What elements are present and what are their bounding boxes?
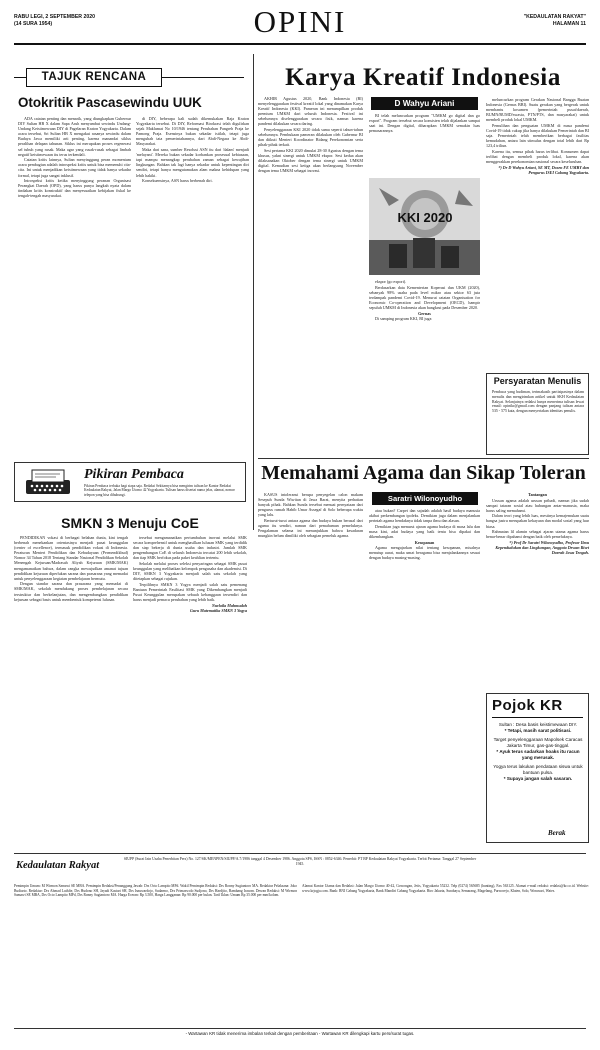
header-rule — [14, 43, 586, 45]
paragraph: Sekolah melalui proses seleksi penyaringan sebagai SMK pusat keunggulan yang melibatkan kelompok pengusaha dan akademisi. Di DIY, SMKN 3 Yogyakarta menjadi salah satu sekolah yang ditetapkan sebagai rujukan. — [133, 560, 247, 582]
article-column-1 — [258, 96, 363, 174]
pikiran-pembaca-info: Pikiran Pembaca terbuka bagi siapa saja. Redaksi Sekitarnya bisa mengirim tulisan ke Kantor Redaksi Kedaulatan Rakyat, Jalan Margo Utomo 42 Yogyakarta. Tulisan harus disertai nama jelas, alamat, nomor telepon yang bisa dihubungi. — [84, 484, 235, 497]
persyaratan-text: Pembaca yang budiman, terimakasih partisipasinya dalam menulis dan mengirimkan artikel untuk SKH Kedaulatan Rakyat. Selanjutnya redaksi hanya menerima tulisan lewat email: opinikr@gmail.com dengan panjang tulisan antara 535 - 575 kata, dengan menyertakan identitas penulis. — [492, 390, 584, 414]
paragraph: di DIY, beberapa kali sudah dikemukakan Raja Kraton Yogyakarta tersebut. Di DIY, Reformasi Birokrasi telah digulirkan sejak Maklumat No 10/1946 tentang Perubahan Pangreh Praja ke Pamong Praja. Esensinya bukan sekadar istilah, tetapi juga mengubah tata pemerintahannya, dari Abdi-Negara ke Abdi-Masyarakat. — [136, 116, 249, 147]
pojok-signature: Berak — [548, 829, 566, 837]
paragraph: Agama mengajarkan nilai tentang kesopanan, misalnya menutup aurat, maka umat beragama bisa menjalankannya sesuai dengan budaya masing-masing. — [369, 545, 480, 561]
section-title: OPINI — [253, 4, 347, 39]
pikiran-pembaca-label: Pikiran Pembaca — [84, 467, 184, 482]
letter-column-1 — [14, 535, 128, 602]
paragraph: BI telah meluncurkan program "UMKM go digital dan go export". Program tersebut secara konsisten telah dijalankan sampai saat ini. Dengan digital, diharapkan UMKM semakin luas pemasarannya. — [369, 113, 480, 134]
paragraph: Catatan kritis lainnya, Sultan menyinggung peran momentum acara pembagian adalah introspeksi kritis untuk bisa memenuhi cita-cita. Ini untuk menjadikan keistimewaan yang tidak hanya sekadar formal, tetapi juga sangat inklusif. — [18, 157, 131, 178]
paragraph: atau bukan? Carpet dan sajadah adalah hasil budaya manusia akibat perkembangan ipoleks. Demikian juga dalam menjalankan perintah agama hendaknya tidak tanpa ilmu dan alasan. — [369, 508, 480, 524]
paragraph: Maka dari sana, sumber Resolusi ASN itu dari 'dalam' menjadi 'melayani'. Mereka bukan sekadar korbankan prosesual kebiasaan, tapi mampu menangkap perubahan zaman sebagai kewajiban lingkungan. Bahkan tak lagi hanya sekadar untuk kepentingan diri sendiri, tetapi hanya mengutamakan alam makna kehidupan yang lebih hakiki. — [136, 147, 249, 178]
pojok-rule — [492, 717, 583, 718]
newspaper-logo: Kedaulatan Rakyat — [16, 860, 100, 871]
article-headline: Memahami Agama dan Sikap Toleran — [261, 462, 586, 484]
page-number: HALAMAN 11 — [552, 21, 586, 27]
letter-signature-role: Guru Matematika SMKN 3 Yogya — [189, 607, 247, 613]
header-sura-line: (14 SURA 1954) — [14, 21, 53, 27]
subheading: Tantangan — [528, 492, 547, 497]
author-signature: *) Dr D Wahyu Ariani, SE MT, Dosen FE UMBY dan Pengurus ISEI Cabang Yogyakarta. — [498, 164, 589, 175]
paragraph: Dengan standar sarana dan prasarana yang memadai di SMK/MAK, sekolah mendukung proses pembelajaran secara terstruktur dan berkelanjutan, dan mengembangkan pendidikan kejuruan sebagai basis untuk membentuk kompetensi lulusan. — [14, 581, 128, 602]
image-caption: ekspor (go export). — [375, 279, 407, 284]
author-signature: *) Prof Dr Saratri Wilonoyudho, Profesor Ilmu Kependudukan dan Lingkungan, Anggota Dewan Riset Daerah Jawa Tengah. — [495, 539, 589, 556]
article-column-2 — [369, 113, 480, 134]
paragraph: Penyelenggaraan KKI 2020 tidak sama seperti tahun-tahun sebelumnya. Pembukaan pameran dilakukan oleh Gubernur BI dan diikuti Menteri Koordinator Bidang Perekonomian serta pihak-pihak terkait. — [258, 127, 363, 148]
paragraph: Introspeksi kritis ketika menyinggung peranan Organisasi Perangkat Daerah (OPD), yang harus punya langkah nyata dalam tindakan kritis konstruktif dan menyesuaikan kebijakan fiskal ke tengah-tengah masyarakat. — [18, 178, 131, 199]
paragraph: KASUS intoleransi berupa penyegelan calon makam Sesepuh Sunda Wiwitan di Jawa Barat, menyita perhatian banyak pihak. Bahkan Sunda tersebut menuai pernyataan dari pengurus rumah Habib Umar Assegaf di Solo beberapa waktu yang lalu. — [258, 492, 363, 518]
pojok-items — [492, 722, 584, 785]
kki-image-label: KKI 2020 — [397, 210, 453, 225]
letter-headline: SMKN 3 Menuju CoE — [61, 515, 199, 531]
paragraph: Sesi pertama KKI 2020 dimulai 28-30 Agustus dengan tema khusus, yakni sinergi untuk UMKM ekspor. Sesi kedua akan dilaksanakan Oktober dengan tema sinergi untuk UMKM digital. Kemudian sesi ketiga akan berlangsung November dengan tema UMKM sebagai inovasi. — [258, 147, 363, 174]
footer-notice: - Wartawan KR tidak menerima imbalan terkait dengan pemberitaan - Wartawan KR dilengkapi kartu pers/surat tugas. — [185, 1031, 415, 1036]
subheading: Kesopanan — [414, 539, 435, 545]
article-column-3 — [486, 492, 589, 556]
letter-signature-name: Nurlaila Mahmudah — [211, 602, 247, 608]
pojok-item: Sultan : Desa basis keistimewaan DIY. * Tetapi, masih sarat politisasi. — [498, 722, 578, 733]
paragraph: meluncurkan program Gerakan Nasional Bangga Buatan Indonesia (Gernas BBI). Suatu gerakan yang bergerak untuk membantu kosumen (pemerintah pusat/daerah, BUMN/BUMD/swasta, PTN/PTS, dan masyarakat) untuk membeli produk lokal UMKM. — [486, 97, 589, 123]
footer-rule — [14, 853, 586, 854]
paragraph: Rahmatan lil alamin sebagai ajaran utama agama harus benar-benar dipahami dengan baik oleh pemeluknya. — [486, 529, 589, 540]
pojok-item: Yogya terus lakukan pendataan siswa untuk bantuan pulsa. * Supaya jangan salah sasaran. — [493, 764, 583, 781]
paragraph: ADA catatan penting dan menarik, yang diungkapkan Gubernur DIY Sultan HB X dalam Sapa Aruh menyambut sewindu Undang-Undang Keistimewaan DIY di Pagelaran Kraton Yogyakarta. Dalam acara tersebut, Sri Sultan HB X mengakui rasanya sewindu dalam Budaya Jawa memiliki arti penting, karena manandai siklus peralihan delapan tahunan. Siklus ini merupakan proses regenerasi sel tubuh yang rusak. Maka agar yang rusak-rusak sebagai limbah negatif keistimewaan itu terus terkendali. — [18, 116, 131, 157]
tajuk-headline: Otokritik Pascasewindu UUK — [18, 95, 202, 110]
kki-illustration — [369, 178, 480, 275]
article-headline: Karya Kreatif Indonesia — [285, 64, 561, 91]
tajuk-label: TAJUK RENCANA — [26, 68, 162, 87]
section-rule — [258, 458, 589, 459]
footer-staff: Pemimpin Umum: M Wirmon Samawi SE MBA. Pemimpin Redaksi/Penanggung Jawab: Drs Octo Lampito MPd. Wakil Pemimpin Redaksi: Drs Ronny Sugiantoro MA. Redaktur Pelaksana: Joko Budiarto. Redaktur: Drs Ahmad Luthfie, Drs Hudono SH, Jayadi Kastari SH, Drs Isnuwardojo, Sudarmo, Drs Primaswolo Sudjono, Drs Hardjito, Bambang Irawan. Dewan Redaksi: M Wirmon Samawi SE MBA, Drs Octo Lampito MPd, Drs Ronny Sugiantoro MA. Harga Eceran: Rp 3.500, Harga Langganan: Rp 90.000 per bulan. Tarif Iklan: Umum Rp 35.000 per mm/kolom. — [14, 884, 297, 897]
paragraph: tersebut mengamanatkan pertumbuhan inovasi melalui SMK secara komprehensif untuk menghasilkan lulusan SMK yang terdidik dan siap bekerja di dunia usaha dan industri. Jumlah SMK pengembangan CoE di seluruh Indonesia tercatat 200 lebih sekolah, dan tiap SMK berfokus pada paket keahlian tertentu. — [133, 535, 247, 561]
pojok-title: Pojok KR — [492, 697, 563, 714]
author-byline: D Wahyu Ariani — [371, 97, 478, 110]
header-date-line: RABU LEGI, 2 SEPTEMBER 2020 — [14, 14, 96, 20]
pojok-item: Target penyelenggaraan Mapolsek Caracas Jakarta Timur, gas-gas-tinggal. * Ayuk terus sadarkan hoaks itu racun yang merusak. — [493, 737, 583, 760]
subheading: Gernas — [418, 310, 431, 316]
paragraph: Konsekuensinya, ASN harus berbenah diri. — [142, 178, 213, 184]
paragraph: Berdasarkan data Kementerian Koperasi dan UKM (2020), sebanyak 98% usaha pada level mikro atau sektor 63 juta terdampak pandemi Covid-19. Menurut catatan Organisation for Economic Co-operation and Development (OECD), hampir sepuluh UMKM di Indonesia akan bangkrut pada Desember 2020. — [369, 284, 480, 310]
column-divider — [253, 54, 254, 530]
footer-bottom-rule — [14, 1028, 586, 1029]
typewriter-icon — [20, 466, 76, 498]
paragraph: Di samping program KKI, BI juga — [375, 316, 432, 322]
publication-name: "KEDAULATAN RAKYAT" — [523, 14, 586, 20]
paragraph: Urusan agama adalah urusan pribadi, namun jika sudah sampai tataran sosial atau hubungan antar-manusia, maka harus saling memahami. — [486, 497, 589, 513]
paragraph: Pemulihan dan penguatan UMKM di masa pandemi Covid-19 tidak cukup jika hanya dilakukan Pemerintah dan BI saja. Pemerintah telah memberikan berbagai fasilitas kemudahan, antara lain stimulus dengan total lebih dari Rp 123,4 triliun. — [486, 122, 589, 149]
article-column-2-continued — [369, 279, 480, 322]
footer-siupp: SIUPP (Surat Izin Usaha Penerbitan Pers) No. 127/SK/MENPEN/SIUPP/A.7/1986 tanggal 4 Desember 1986. Anggota SPS, ISSN : 0852-6346. Penerbit: PT BP Kedaulatan Rakyat Yogyakarta. Terbit Pertama: Tanggal 27 September 1945. — [123, 857, 477, 866]
persyaratan-title: Persyaratan Menulis — [493, 376, 582, 386]
letter-column-2 — [133, 535, 247, 613]
article-column-2 — [369, 508, 480, 561]
author-byline: Saratri Wilonoyudho — [372, 492, 478, 505]
article-column-3 — [486, 97, 589, 175]
article-column-1 — [258, 492, 363, 539]
tajuk-column-2 — [136, 116, 249, 184]
paragraph: Terpilihnya SMKN 3 Yogya menjadi salah satu pemenang Bantuan Pemerintah Fasilitasi SMK yang Dikembangkan menjadi Pusat Keunggulan merupakan sebuah kebanggaan tersendiri dan harus menjadi pemacu perubahan yang lebih baik. — [133, 581, 247, 603]
paragraph: Demikian juga menurut ajaran agama budaya di masa lalu dan masa kini, adat budaya yang baik tentu bisa dipakai dan dikembangkan. — [369, 523, 480, 539]
paragraph: AKHIR Agustus 2020, Bank Indonesia (BI) menyelenggarakan festival kreatif lokal yang dinamakan Karya Kreatif Indonesia (KKI). Pameran ini menampilkan produk premium UMKM dari seluruh Indonesia. Festival ini sebelumnya diselenggarakan secara fisik, namun karena pandemi dilakukan secara daring. — [258, 96, 363, 127]
tajuk-column-1 — [18, 116, 131, 199]
footer-addresses: Alamat Kantor Utama dan Redaksi: Jalan Margo Utomo 40-42, Gowongan, Jetis, Yogyakarta 55232. Telp (0274) 565685 (hunting), Fax 563125. Alamat e-mail redaksi: redaksi@kr.co.id. Website: www.krjogja.com. Bank: BNI Cabang Yogyakarta, Bank Mandiri Cabang Yogyakarta. Biro Jakarta, Surabaya, Semarang, Magelang, Purworejo, Klaten, Solo, Wonosari, Wates. — [302, 884, 589, 893]
paragraph: Dalam teori yang lebih luas, mestinya kemajemukan suatu bangsa justru merupakan kekayaan dan modal sosial yang luar biasa. — [486, 513, 589, 529]
paragraph: Berturut-turut antara agama dan budaya bukan berasal dari agama itu sendiri, namun dari pemahaman pemeluknya. Pengalaman selama ini menunjukkan bahwa kesadaran mungkin belum dimiliki oleh sebagian pemeluk agama. — [258, 517, 363, 539]
paragraph: Karena itu, semua pihak harus terlibat. Konsumen dapat terlibat dengan membeli produk lokal, karena akan menggerakkan perekonomian nasional secara keseluruhan. — [486, 148, 589, 165]
paragraph: PENDIDIKAN vokasi di berbagai belahan dunia, kini tengah berbenah menekankan orientasinya menjadi pusat keunggulan (center of excellence), termasuk pendidikan vokasi di Indonesia. Peraturan Menteri Pendidikan dan Kebudayaan (Permendikbud) Nomor 34 Tahun 2018 Tentang Standar Nasional Pendidikan Sekolah Menengah Kejuruan/Madrasah Aliyah Kejuruan (SMK/MAK) mengamanatkan bahwa, dalam rangka mewujudkan amanat tujuan pendidikan kejuruan diperlukan sarana dan prasarana yang memadai untuk penyelenggaraan kegiatan pembelajaran bermutu. — [14, 535, 128, 581]
header-publication — [524, 14, 586, 28]
